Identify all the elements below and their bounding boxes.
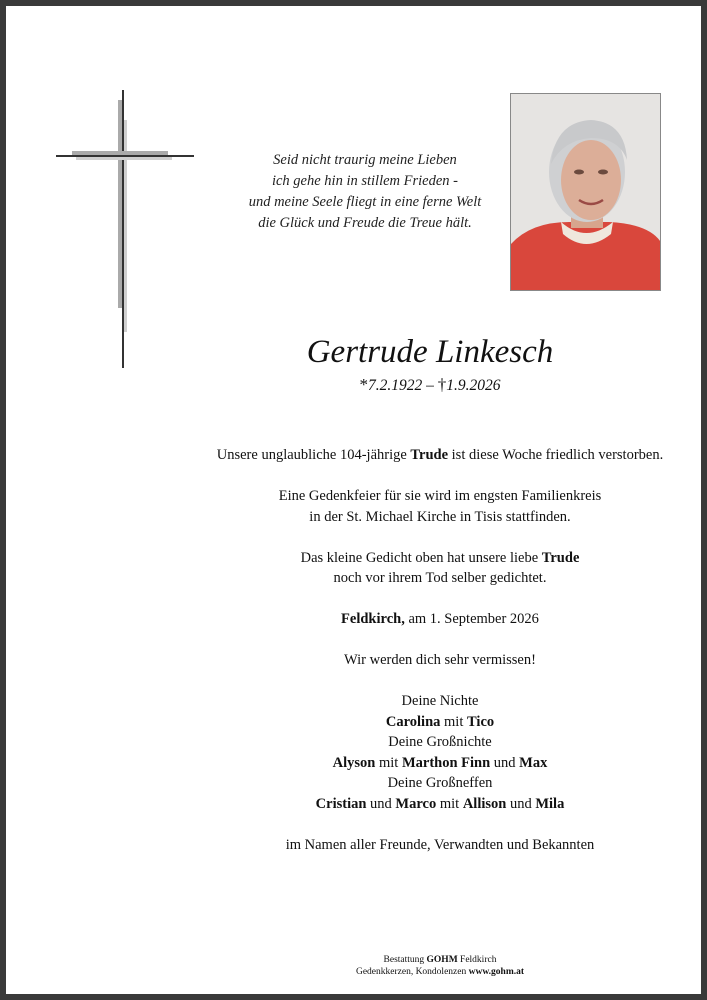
announcement-line: Eine Gedenkfeier für sie wird im engsten Familienkreis xyxy=(278,488,602,504)
announcement-line xyxy=(200,445,680,466)
text-span: Gedenkkerzen, Kondolenzen xyxy=(355,967,469,977)
mourner-name: Max xyxy=(519,754,548,771)
footer-line xyxy=(300,966,580,978)
cross-icon xyxy=(56,90,196,370)
text-span: und xyxy=(490,754,520,771)
miss-line: Wir werden dich sehr vermissen! xyxy=(344,652,536,668)
text-span: mit xyxy=(436,795,463,812)
mourner-names xyxy=(200,794,680,815)
mourner-name: Carolina xyxy=(385,713,441,730)
bold-name: Trude xyxy=(410,447,449,463)
footer-line xyxy=(300,954,580,966)
announcement-line: noch vor ihrem Tod selber gedichtet. xyxy=(333,570,547,586)
mourner-names xyxy=(200,712,680,733)
poem-line: ich gehe hin in stillem Frieden - xyxy=(271,173,459,189)
poem-line: Seid nicht traurig meine Lieben xyxy=(273,152,457,168)
mourner-names xyxy=(200,753,680,774)
mourner-name: Allison xyxy=(462,795,507,812)
birth-date: 7.2.1922 xyxy=(368,377,423,394)
deceased-name: Gertrude Linkesch xyxy=(306,334,554,370)
announcement-text xyxy=(200,445,680,855)
death-symbol: † xyxy=(437,375,447,394)
text-span: Das kleine Gedicht oben hat unsere liebe xyxy=(300,549,542,566)
life-dates xyxy=(270,374,590,397)
text-span: und xyxy=(366,795,396,812)
mourner-name: Mila xyxy=(535,795,565,812)
poem-line: und meine Seele fliegt in eine ferne Welt xyxy=(248,194,482,210)
footer xyxy=(300,954,580,978)
mourner-name: Alyson xyxy=(332,754,376,771)
place: Feldkirch, xyxy=(341,611,405,627)
mourner-name: Marco xyxy=(395,795,437,812)
text-span: ist diese Woche friedlich verstorben. xyxy=(448,447,664,463)
mourner-label: Deine Großnichte xyxy=(388,734,492,750)
text-span: Unsere unglaubliche 104-jährige xyxy=(216,447,411,463)
date-dash: – xyxy=(426,377,434,394)
mourner-name: Cristian xyxy=(315,795,367,812)
poem-line: die Glück und Freude die Treue hält. xyxy=(258,215,472,231)
place-date-line xyxy=(200,609,680,630)
company-name: GOHM xyxy=(426,955,458,965)
text-span: mit xyxy=(375,754,402,771)
text-span: Feldkirch xyxy=(457,955,497,965)
birth-symbol: * xyxy=(359,375,368,394)
announcement-line: in der St. Michael Kirche in Tisis stattfinden. xyxy=(309,508,571,525)
mourner-label: Deine Großneffen xyxy=(387,775,493,791)
portrait-photo xyxy=(510,93,661,291)
mourner-name: Tico xyxy=(467,713,495,730)
poem xyxy=(215,150,515,234)
text-span: mit xyxy=(440,713,467,730)
text-span: Bestattung xyxy=(383,955,427,965)
text-span: und xyxy=(506,795,536,812)
closing-line: im Namen aller Freunde, Verwandten und Bekannten xyxy=(285,836,595,853)
death-date: 1.9.2026 xyxy=(446,377,501,394)
mourner-label: Deine Nichte xyxy=(401,693,479,709)
announcement-line xyxy=(200,548,680,569)
website-link[interactable]: www.gohm.at xyxy=(468,967,525,977)
date-text: am 1. September 2026 xyxy=(404,611,539,627)
bold-name: Trude xyxy=(541,549,580,566)
mourner-name: Marthon Finn xyxy=(401,754,491,771)
